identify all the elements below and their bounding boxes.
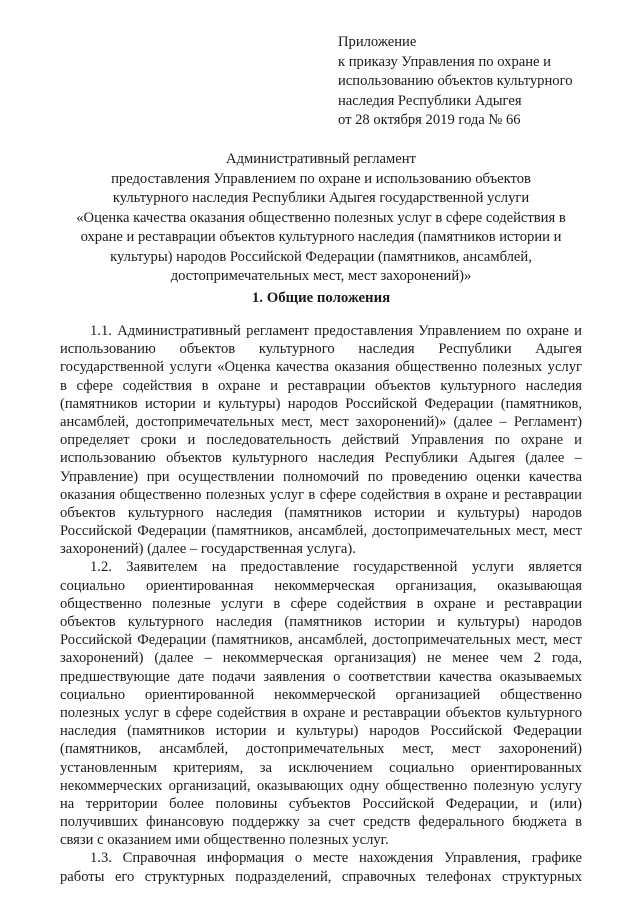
title-line: Административный регламент <box>226 151 416 167</box>
title-line: предоставления Управлением по охране и использованию объектов <box>111 170 531 187</box>
appendix-line: Приложение <box>338 34 417 50</box>
paragraph-line: общественно полезные услуги в сфере содействия в охране и реставрации <box>60 595 582 612</box>
appendix-line: использованию объектов культурного <box>338 73 573 89</box>
paragraph-line: 1.3. Справочная информация о месте нахождения Управления, графике <box>90 850 582 867</box>
paragraph-line: оказания общественно полезных услуг в сфере содействия в охране и реставрации <box>60 486 582 503</box>
paragraph-line: наследия (памятников истории и культуры) народов Российской Федерации <box>60 723 582 740</box>
body-text <box>60 322 582 886</box>
document-title <box>60 150 582 287</box>
paragraph-line: 1.1. Административный регламент предоставления Управлением по охране и <box>90 323 582 339</box>
title-line: «Оценка качества оказания общественно полезных услуг в сфере содействия в <box>76 209 566 226</box>
paragraph-line: Управление) при осуществлении полномочий по проведению оценки качества <box>60 468 582 485</box>
paragraph-line: некоммерческих организаций, оказывающих одну общественно полезную услугу <box>60 777 582 794</box>
appendix-line: наследия Республики Адыгея <box>338 92 522 109</box>
appendix-line: от 28 октября 2019 года № 66 <box>338 112 521 128</box>
paragraph-line: социально ориентированной некоммерческой организацией общественно <box>60 686 582 703</box>
paragraph-line: использованию объектов культурного наследия Республики Адыгея <box>60 341 582 358</box>
paragraph-line: в сфере содействия в охране и реставрации объектов культурного наследия <box>60 377 582 394</box>
paragraph-line: (памятников истории и культуры) народов Российской Федерации (памятников, <box>60 395 582 412</box>
paragraph-line: Российской Федерации (памятников, ансамблей, достопримечательных мест, мест <box>60 632 582 649</box>
appendix-line: к приказу Управления по охране и <box>338 53 551 70</box>
paragraph-line: использованию объектов культурного наследия Республики Адыгея (далее – <box>60 450 582 467</box>
paragraph-line: Российской Федерации (памятников, ансамблей, достопримечательных мест, мест <box>60 523 582 540</box>
title-line: охране и реставрации объектов культурного наследия (памятников истории и <box>80 229 562 245</box>
paragraph-line: работы его структурных подразделений, справочных телефонах структурных <box>60 868 582 885</box>
paragraph-line: 1.2. Заявителем на предоставление государственной услуги является <box>90 559 582 576</box>
paragraph-line: захоронений) (далее – некоммерческая организация) не менее чем 2 года, <box>60 650 582 667</box>
paragraph-line: (памятников, ансамблей, достопримечательных мест, мест захоронений) <box>60 741 582 758</box>
paragraph-line: связи с оказанием ими общественно полезных услуг. <box>60 832 389 849</box>
title-line: культурного наследия Республики Адыгея государственной услуги <box>112 190 530 206</box>
paragraph-line: предшествующие дате подачи заявления о соответствии качества оказываемых <box>60 668 582 685</box>
paragraph-line: на территории более половины субъектов Российской Федерации, и (или) <box>60 795 582 812</box>
paragraph-line: получивших финансовую поддержку за счет средств федерального бюджета в <box>60 814 582 831</box>
paragraph-line: объектов культурного наследия (памятников истории и культуры) народов <box>60 614 582 630</box>
appendix-note <box>338 33 598 131</box>
paragraph-line: социально ориентированная некоммерческая организация, оказывающая <box>60 577 582 594</box>
paragraph-line: ансамблей, достопримечательных мест, мест захоронений)» (далее – Регламент) <box>60 413 582 430</box>
paragraph-line: захоронений) (далее – государственная услуга). <box>60 541 356 558</box>
title-line: достопримечательных мест, мест захоронений)» <box>170 268 472 284</box>
paragraph-line: определяет сроки и последовательность действий Управления по охране и <box>60 432 582 449</box>
title-line: культуры) народов Российской Федерации (памятников, ансамблей, <box>110 248 532 265</box>
section-heading: 1. Общие положения <box>251 290 391 306</box>
paragraph-line: установленным критериям, за исключением социально ориентированных <box>60 759 582 776</box>
paragraph-line: объектов культурного наследия (памятников истории и культуры) народов <box>60 504 582 521</box>
paragraph-line: государственной услуги «Оценка качества оказания общественно полезных услуг <box>60 359 582 376</box>
paragraph-line: полезных услуг в сфере содействия в охране и реставрации объектов культурного <box>60 704 582 721</box>
